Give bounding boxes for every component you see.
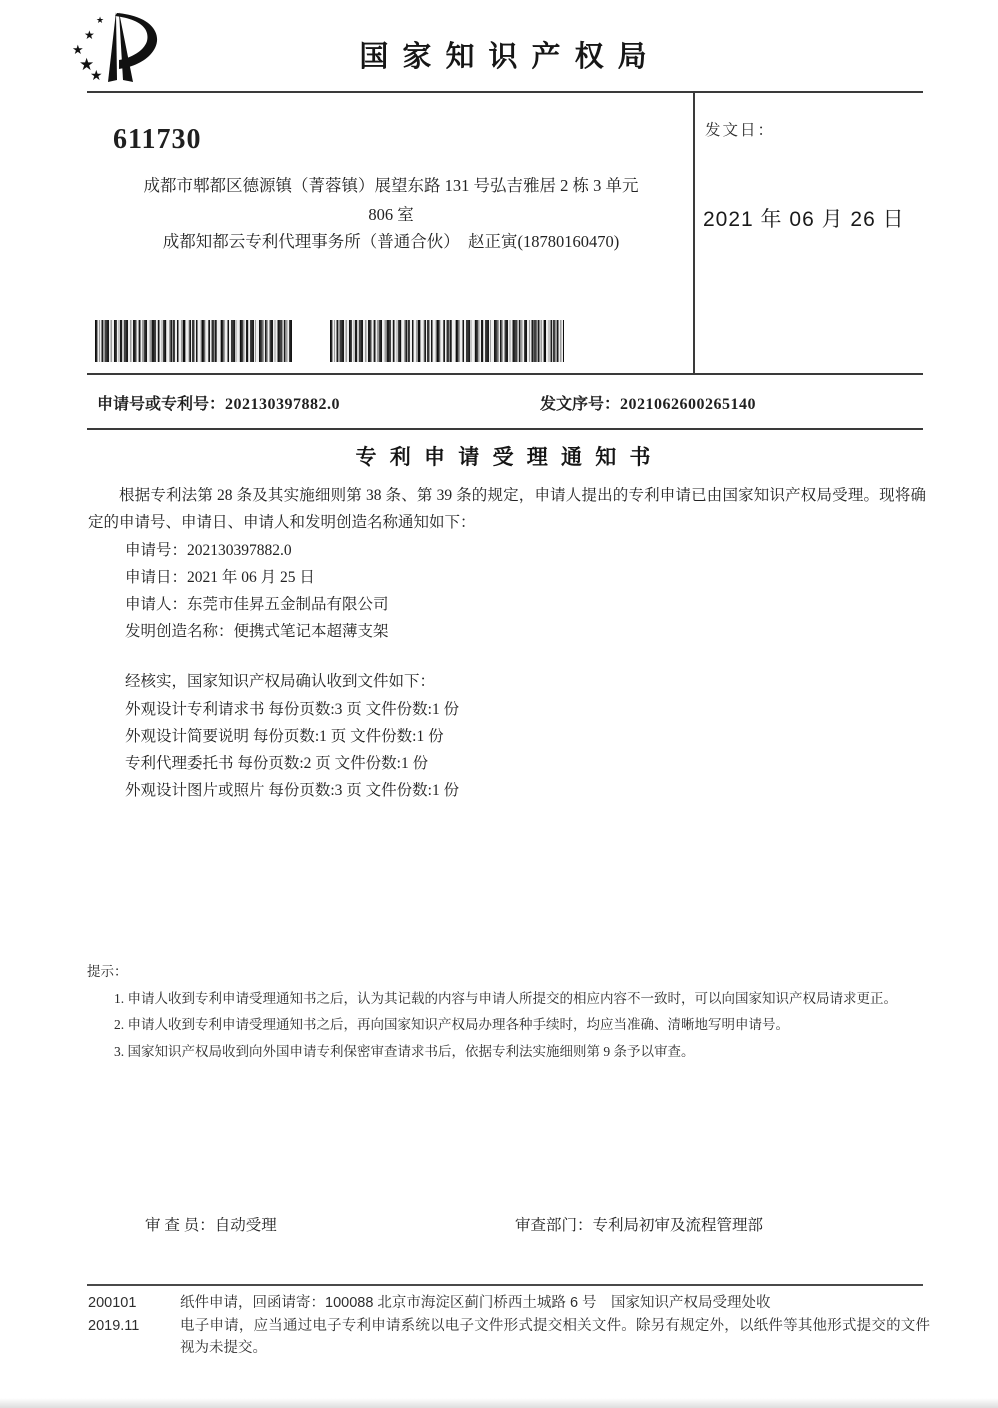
notice-title: 专 利 申 请 受 理 通 知 书 [355,445,655,469]
scan-edge-shadow [0,1398,998,1408]
tips-heading: 提示： [87,964,128,979]
department-field [515,1213,763,1235]
star-icon: ★ [79,55,95,74]
divider [87,373,923,375]
application-fields [125,537,389,645]
footer [88,1292,930,1360]
field-line: 发明创造名称：便携式笔记本超薄支架 [125,623,389,640]
recipient-line: 成都知都云专利代理事务所（普通合伙） 赵正寅(18780160470) [162,232,620,251]
footer-note: 电子申请，应当通过电子专利申请系统以电子文件形式提交相关文件。除另有规定外，以纸件等其他形式提交的文件视为未提交。 [180,1317,930,1356]
star-icon: ★ [96,15,105,25]
divider [87,428,923,430]
serial-number-field [540,391,756,414]
department-value: 专利局初审及流程管理部 [592,1217,764,1234]
document-line: 外观设计图片或照片 每份页数:3 页 文件份数:1 份 [125,782,460,799]
application-number-field [97,391,340,414]
department-label: 审查部门： [515,1217,593,1234]
form-code: 2019.11 [88,1317,140,1334]
issue-date-label: 发文日： [705,122,776,139]
confirmation-line: 经核实，国家知识产权局确认收到文件如下： [125,673,436,690]
address-line-1: 成都市郫都区德源镇（菁蓉镇）展望东路 131 号弘吉雅居 2 栋 3 单元 [143,176,639,195]
star-icon: ★ [72,42,84,57]
application-number-label: 申请号或专利号： [97,396,226,413]
field-line: 申请人：东莞市佳昇五金制品有限公司 [125,596,389,613]
field-line: 申请号：202130397882.0 [125,542,292,559]
tip-item: 3. 国家知识产权局收到向外国申请专利保密审查请求书后，依据专利法实施细则第 9 条予以审查。 [114,1043,695,1059]
document-line: 外观设计简要说明 每份页数:1 页 文件份数:1 份 [125,728,444,745]
form-code: 200101 [88,1295,137,1311]
serial-number-value: 2021062600265140 [620,396,757,413]
barcode [95,320,292,362]
field-line: 申请日：2021 年 06 月 25 日 [125,569,315,586]
tip-item: 1. 申请人收到专利申请受理通知书之后，认为其记载的内容与申请人所提交的相应内容不一致时，可以向国家知识产权局请求更正。 [114,990,897,1006]
notice-paragraph: 根据专利法第 28 条及其实施细则第 38 条、第 39 条的规定，申请人提出的专利申请已由国家知识产权局受理。现将确定的申请号、申请日、申请人和发明创造名称通知如下： [88,487,926,531]
examiner-label: 审 查 员： [145,1217,215,1234]
document-line: 外观设计专利请求书 每份页数:3 页 文件份数:1 份 [125,701,460,718]
star-icon: ★ [90,69,103,84]
document-line: 专利代理委托书 每份页数:2 页 文件份数:1 份 [125,755,429,772]
footer-divider [87,1284,923,1286]
received-documents-list [125,696,459,804]
application-number-value: 202130397882.0 [225,396,341,413]
footer-note: 纸件申请，回函请寄：100088 北京市海淀区蓟门桥西土城路 6 号 国家知识产权局受理处收 [180,1295,771,1311]
tip-item: 2. 申请人收到专利申请受理通知书之后，再向国家知识产权局办理各种手续时，均应当准确、清晰地写明申请号。 [114,1017,789,1032]
agency-title: 国 家 知 识 产 权 局 [359,41,650,73]
tips-section [87,959,937,1065]
examiner-value: 自动受理 [214,1217,277,1234]
barcode [330,320,564,362]
serial-number-label: 发文序号： [540,396,621,413]
issue-box-divider [693,92,695,374]
star-icon: ★ [84,28,95,42]
address-line-2: 806 室 [368,205,414,224]
examiner-field [145,1213,277,1235]
issue-date-value: 2021 年 06 月 26 日 [703,208,905,231]
postal-code: 611730 [113,124,202,155]
header-divider [87,91,923,93]
